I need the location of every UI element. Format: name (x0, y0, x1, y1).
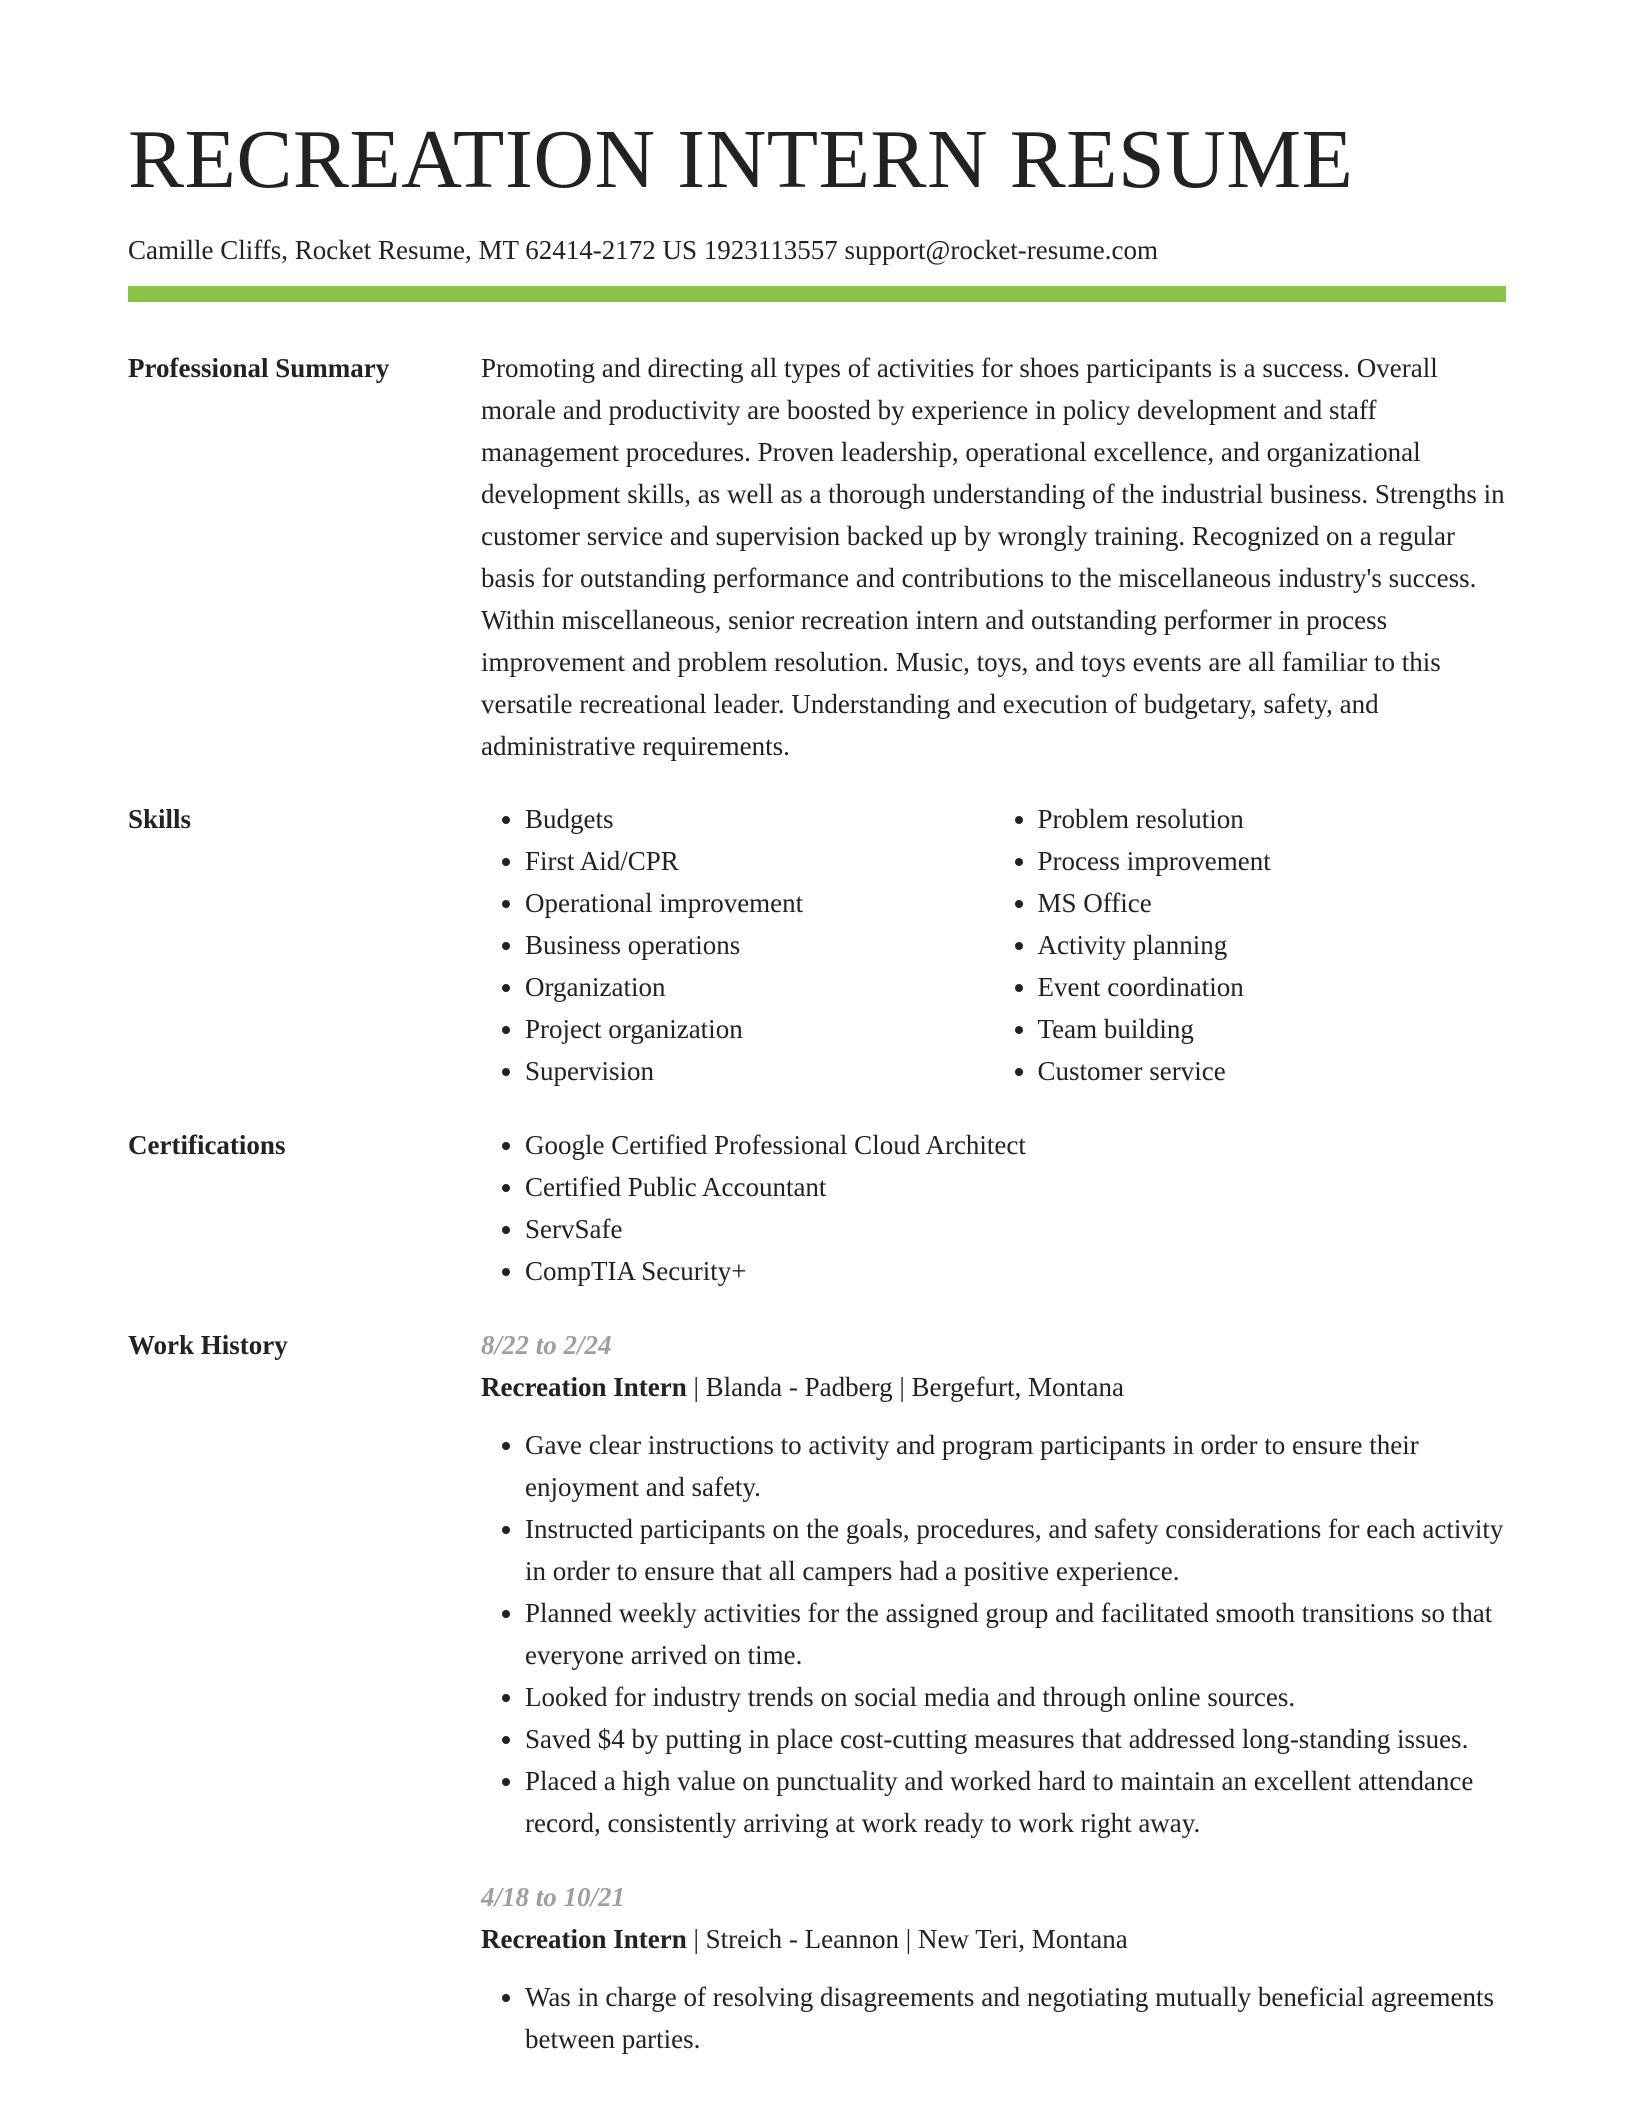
skill-item: • Problem resolution (1038, 798, 1507, 840)
skills-body (481, 798, 1506, 1092)
job-bullet: • Gave clear instructions to activity and program participants in order to ensure their enjoyment and safety. (525, 1424, 1506, 1508)
certifications-list (481, 1124, 1506, 1292)
skill-item: • Process improvement (1038, 840, 1507, 882)
skills-list-left (481, 798, 994, 1092)
skill-item: • Customer service (1038, 1050, 1507, 1092)
certification-item: • Certified Public Accountant (525, 1166, 1506, 1208)
skill-item: • Activity planning (1038, 924, 1507, 966)
job-entry (481, 1876, 1506, 2060)
job-bullet: • Looked for industry trends on social media and through online sources. (525, 1676, 1506, 1718)
skill-item: • MS Office (1038, 882, 1507, 924)
job-dates: 8/22 to 2/24 (481, 1330, 612, 1360)
job-bullets (481, 1424, 1506, 1844)
job-title: Recreation Intern (481, 1924, 687, 1954)
certifications-body (481, 1124, 1506, 1292)
job-spacer (481, 1844, 1506, 1876)
skill-item: • Budgets (525, 798, 994, 840)
resume-title: RECREATION INTERN RESUME (128, 113, 1354, 206)
job-title-line (481, 1366, 1506, 1408)
job-bullet: • Saved $4 by putting in place cost-cutting measures that addressed long-standing issues. (525, 1718, 1506, 1760)
skill-item: • Business operations (525, 924, 994, 966)
skill-item: • Project organization (525, 1008, 994, 1050)
job-entry (481, 1324, 1506, 1844)
certification-item: • ServSafe (525, 1208, 1506, 1250)
summary-label: Professional Summary (128, 353, 390, 383)
job-bullet: • Placed a high value on punctuality and worked hard to maintain an excellent attendance record, consistently arriving at work ready to work right away. (525, 1760, 1506, 1844)
skill-item: • Operational improvement (525, 882, 994, 924)
skills-list-right (994, 798, 1507, 1092)
job-bullet: • Instructed participants on the goals, procedures, and safety considerations for each activity in order to ensure that all campers had a positive experience. (525, 1508, 1506, 1592)
skill-item: • Supervision (525, 1050, 994, 1092)
summary-text: Promoting and directing all types of activities for shoes participants is a success. Overall morale and productivity are boosted by experience in policy development and staff management procedures. Proven leadership, operational excellence, and organizational development skills, as well as a thorough understanding of the industrial business. Strengths in customer service and supervision backed up by wrongly training. Recognized on a regular basis for outstanding performance and contributions to the miscellaneous industry's success. Within miscellaneous, senior recreation intern and outstanding performer in process improvement and problem resolution. Music, toys, and toys events are all familiar to this versatile recreational leader. Understanding and execution of budgetary, safety, and administrative requirements. (481, 353, 1505, 761)
job-employer-location: | Streich - Leannon | New Teri, Montana (686, 1924, 1128, 1954)
certifications-label: Certifications (128, 1130, 286, 1160)
job-title-line (481, 1918, 1506, 1960)
contact-line: Camille Cliffs, Rocket Resume, MT 62414-2172 US 1923113557 support@rocket-resume.com (128, 235, 1158, 265)
skills-label: Skills (128, 804, 192, 834)
certification-item: • CompTIA Security+ (525, 1250, 1506, 1292)
skills-columns (481, 798, 1506, 1092)
work-history-label: Work History (128, 1330, 288, 1360)
skill-item: • First Aid/CPR (525, 840, 994, 882)
skill-item: • Event coordination (1038, 966, 1507, 1008)
skill-item: • Team building (1038, 1008, 1507, 1050)
job-employer-location: | Blanda - Padberg | Bergefurt, Montana (686, 1372, 1124, 1402)
work-history-body (481, 1324, 1506, 2060)
job-dates: 4/18 to 10/21 (481, 1882, 626, 1912)
job-bullet: • Planned weekly activities for the assigned group and facilitated smooth transitions so that everyone arrived on time. (525, 1592, 1506, 1676)
summary-body (481, 347, 1506, 767)
certification-item: • Google Certified Professional Cloud Architect (525, 1124, 1506, 1166)
skill-item: • Organization (525, 966, 994, 1008)
job-bullets (481, 1976, 1506, 2060)
header-divider (128, 286, 1506, 302)
job-title: Recreation Intern (481, 1372, 687, 1402)
job-bullet: • Was in charge of resolving disagreements and negotiating mutually beneficial agreements between parties. (525, 1976, 1506, 2060)
